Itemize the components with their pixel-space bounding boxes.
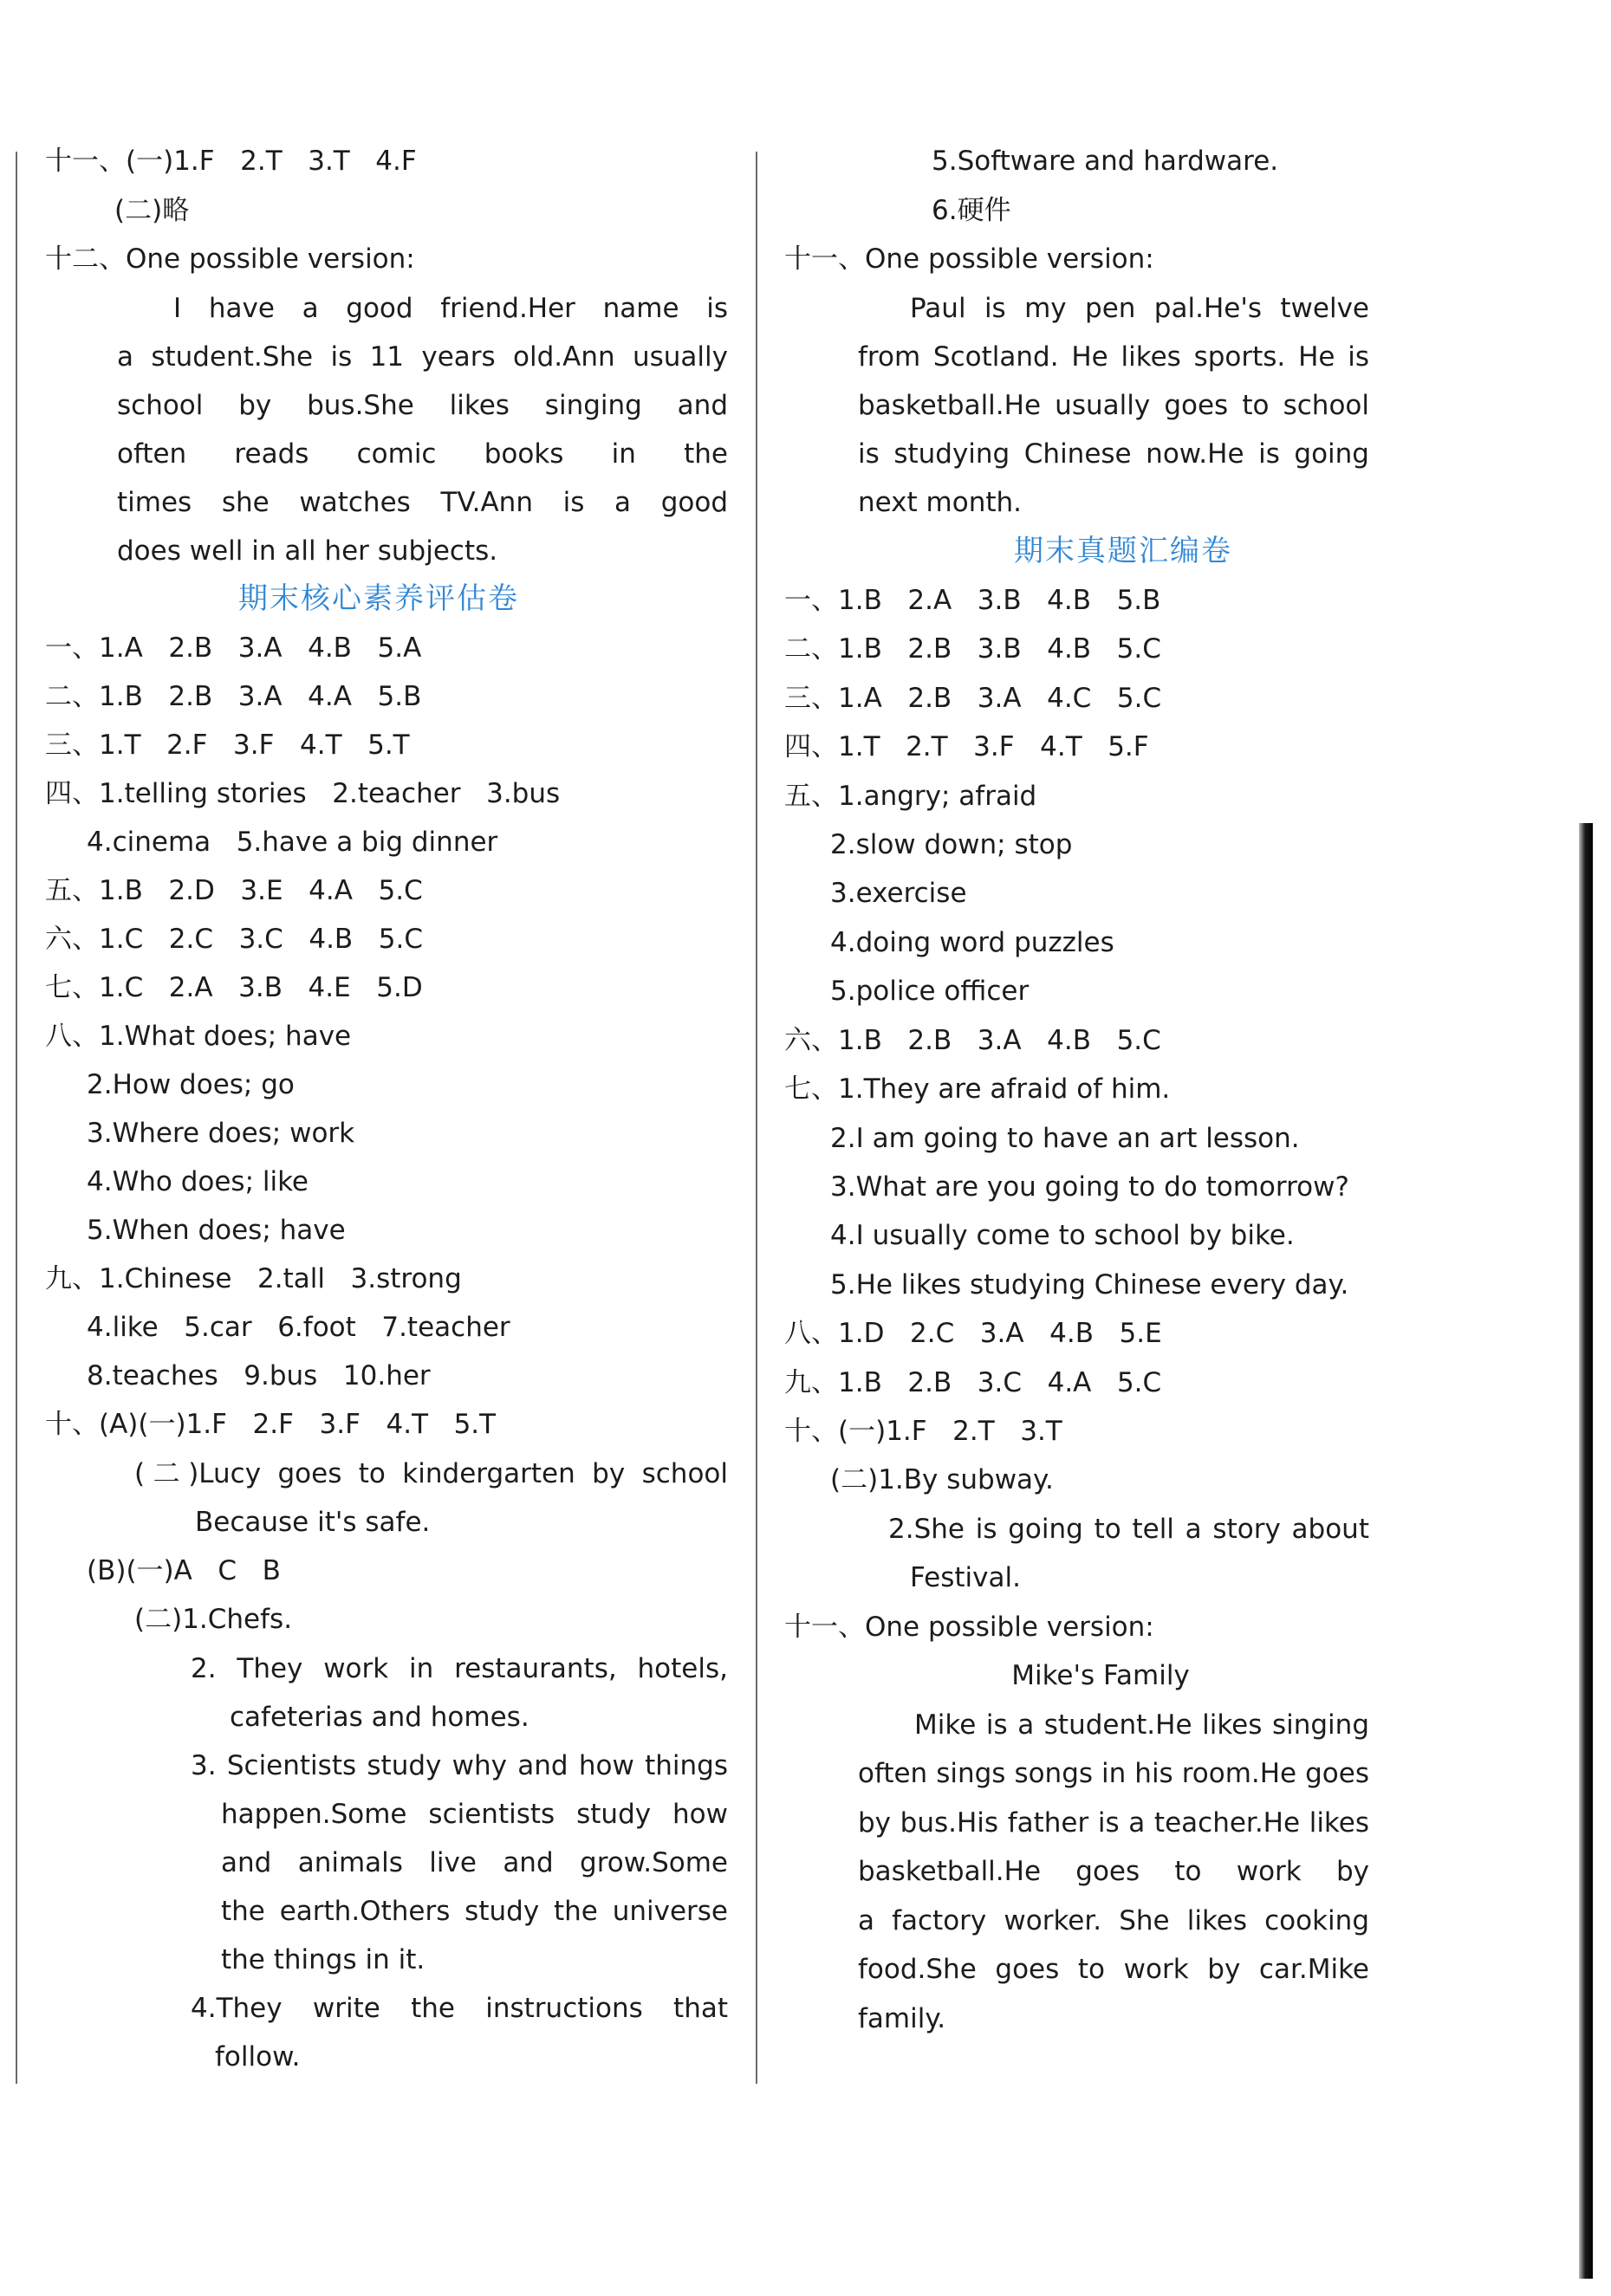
right-answer-line: basketball.He usually goes to school (858, 390, 1369, 421)
column-divider (756, 152, 757, 2084)
right-answer-line: (二)1.By subway. (830, 1464, 1054, 1495)
left-answer-line: 4.like 5.car 6.foot 7.teacher (87, 1312, 510, 1343)
left-answer-line: and animals live and grow.Some (221, 1847, 728, 1878)
right-answer-line: 十一、One possible version: (784, 243, 1154, 275)
left-answer-line: 十、(A)(一)1.F 2.F 3.F 4.T 5.T (45, 1409, 497, 1440)
right-section-heading: 期末真题汇编卷 (1014, 534, 1232, 568)
left-answer-line: 2.How does; go (87, 1069, 295, 1100)
right-answer-line: from Scotland. He likes sports. He is (858, 341, 1369, 373)
right-answer-line: 5.police officer (830, 976, 1030, 1007)
left-answer-line: 一、1.A 2.B 3.A 4.B 5.A (45, 632, 422, 664)
left-answer-line: 三、1.T 2.F 3.F 4.T 5.T (45, 730, 410, 761)
left-answer-line: follow. (215, 2041, 301, 2072)
left-answer-line: 六、1.C 2.C 3.C 4.B 5.C (45, 924, 423, 955)
right-answer-line: Paul is my pen pal.He's twelve (910, 293, 1369, 324)
right-answer-line: 二、1.B 2.B 3.B 4.B 5.C (784, 633, 1161, 665)
left-answer-line: 九、1.Chinese 2.tall 3.strong (45, 1263, 462, 1294)
left-answer-line: 2. They work in restaurants, hotels, (191, 1653, 728, 1684)
left-answer-line: 八、1.What does; have (45, 1021, 352, 1052)
left-answer-line: the earth.Others study the universe (221, 1896, 728, 1927)
right-answer-line: 九、1.B 2.B 3.C 4.A 5.C (784, 1367, 1162, 1398)
left-answer-line: 3.Where does; work (87, 1118, 355, 1149)
left-answer-line: 4.Who does; like (87, 1166, 309, 1197)
left-answer-line: often reads comic books in the (117, 438, 728, 470)
right-answer-line: 2.I am going to have an art lesson. (830, 1123, 1300, 1154)
left-answer-line: cafeterias and homes. (230, 1702, 529, 1733)
right-answer-line: 2.She is going to tell a story about (888, 1514, 1369, 1545)
left-answer-line: 二、1.B 2.B 3.A 4.A 5.B (45, 681, 422, 712)
left-answer-line: 四、1.telling stories 2.teacher 3.bus (45, 778, 561, 809)
right-answer-line: is studying Chinese now.He is going (858, 438, 1369, 470)
left-answer-line: 5.When does; have (87, 1215, 346, 1246)
right-answer-line: 5.Software and hardware. (932, 146, 1279, 177)
left-answer-line: 十一、(一)1.F 2.T 3.T 4.F (45, 146, 417, 177)
left-answer-line: a student.She is 11 years old.Ann usually (117, 341, 728, 373)
right-answer-line: 七、1.They are afraid of him. (784, 1073, 1171, 1105)
left-answer-line: 七、1.C 2.A 3.B 4.E 5.D (45, 972, 423, 1003)
right-answer-line: basketball.He goes to work by (858, 1856, 1369, 1887)
left-answer-line: I have a good friend.Her name is (173, 293, 728, 324)
right-answer-line: 4.doing word puzzles (830, 927, 1114, 958)
left-answer-line: 4.cinema 5.have a big dinner (87, 827, 498, 858)
right-answer-line: Mike is a student.He likes singing (914, 1709, 1369, 1741)
right-answer-line: food.She goes to work by car.Mike (858, 1954, 1369, 1985)
right-answer-line: 3.What are you going to do tomorrow? (830, 1171, 1349, 1203)
right-answer-line: 三、1.A 2.B 3.A 4.C 5.C (784, 683, 1162, 714)
right-answer-line: 3.exercise (830, 878, 967, 909)
right-answer-line: 五、1.angry; afraid (784, 781, 1037, 812)
scan-shadow-edge (1579, 823, 1593, 2279)
right-answer-line: 八、1.D 2.C 3.A 4.B 5.E (784, 1318, 1162, 1349)
left-section-heading: 期末核心素养评估卷 (238, 581, 519, 616)
left-answer-line: 4.They write the instructions that (191, 1993, 728, 2024)
left-answer-line: times she watches TV.Ann is a good (117, 487, 728, 518)
left-answer-line: 十二、One possible version: (45, 243, 415, 275)
left-answer-line: (二)1.Chefs. (134, 1604, 293, 1635)
right-answer-line: by bus.His father is a teacher.He likes (858, 1807, 1369, 1839)
right-answer-line: 6.硬件 (932, 195, 1011, 226)
right-answer-line: 5.He likes studying Chinese every day. (830, 1269, 1349, 1300)
left-answer-line: does well in all her subjects. (117, 535, 498, 567)
left-margin-rule (16, 152, 17, 2084)
left-answer-line: the things in it. (221, 1944, 425, 1975)
right-answer-line: 2.slow down; stop (830, 829, 1073, 860)
left-answer-line: Because it's safe. (195, 1507, 431, 1538)
left-answer-line: 3. Scientists study why and how things (191, 1750, 728, 1781)
left-answer-line: (B)(一)A C B (87, 1555, 281, 1586)
right-answer-line: family. (858, 2003, 946, 2034)
left-answer-line: 五、1.B 2.D 3.E 4.A 5.C (45, 875, 423, 906)
right-answer-line: 四、1.T 2.T 3.F 4.T 5.F (784, 731, 1149, 762)
left-answer-line: 8.teaches 9.bus 10.her (87, 1360, 431, 1391)
right-answer-line: next month. (858, 487, 1022, 518)
right-answer-line: 十一、One possible version: (784, 1612, 1154, 1643)
left-answer-line: happen.Some scientists study how (221, 1799, 728, 1830)
right-answer-line: a factory worker. She likes cooking (858, 1905, 1369, 1936)
right-answer-line: 一、1.B 2.A 3.B 4.B 5.B (784, 585, 1161, 616)
right-answer-line: 4.I usually come to school by bike. (830, 1220, 1295, 1251)
right-answer-line: Mike's Family (1011, 1660, 1190, 1691)
right-answer-line: 六、1.B 2.B 3.A 4.B 5.C (784, 1025, 1161, 1056)
left-answer-line: (二)略 (114, 195, 190, 226)
left-answer-line: (二)Lucy goes to kindergarten by school (134, 1458, 728, 1489)
left-answer-line: school by bus.She likes singing and (117, 390, 728, 421)
right-answer-line: often sings songs in his room.He goes (858, 1758, 1369, 1789)
right-answer-line: 十、(一)1.F 2.T 3.T (784, 1416, 1062, 1447)
right-answer-line: Festival. (910, 1562, 1021, 1593)
